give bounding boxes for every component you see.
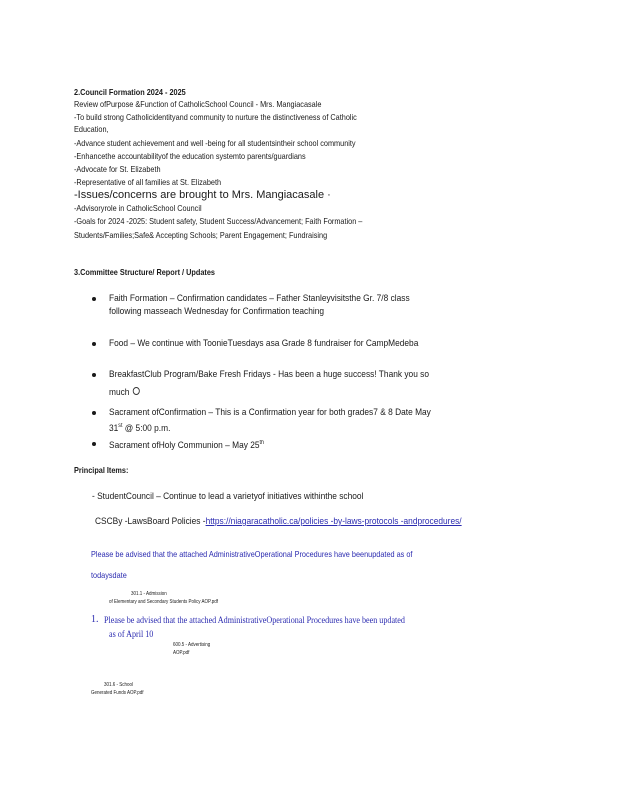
committee-bullet-confirmation-line-2 (109, 420, 170, 435)
principal-advised-1b: todaysdate (91, 570, 127, 580)
communion-date-suffix: th (259, 440, 264, 446)
committee-heading: 3.Committee Structure/ Report / Updates (74, 267, 215, 277)
attachment-301-1-line-2[interactable]: of Elementary and Secondary Students Policy AOP.pdf (109, 599, 218, 605)
council-line-2: -To build strong Catholicidentityand community to nurture the distinctiveness of Catholic (74, 112, 357, 122)
attachment-301-6-line-1[interactable]: 301.6 - School (104, 682, 134, 688)
committee-bullet-communion (109, 437, 264, 452)
council-line-7: -Representative of all families at St. Elizabeth (74, 177, 222, 187)
attachment-301-1-line-1[interactable]: 301.1 - Admission (131, 591, 167, 597)
bullet-dot (92, 373, 96, 377)
confirmation-date-suffix: st (118, 423, 123, 429)
committee-bullet-food: Food – We continue with ToonieTuesdays asa Grade 8 fundraiser for CampMedeba (109, 338, 419, 349)
attachment-600-5-line-1[interactable]: 600.5 - Advertising (173, 642, 211, 648)
committee-bullet-confirmation-line-1: Sacrament ofConfirmation – This is a Confirmation year for both grades7 & 8 Date May (109, 407, 431, 418)
principal-heading: Principal Items: (74, 465, 129, 475)
committee-bullet-faith-line-2: following masseach Wednesday for Confirmation teaching (109, 306, 325, 317)
principal-cscby-prefix: CSCBy -LawsBoard Policies - (95, 516, 206, 527)
council-advisory-line: -Advisoryrole in CatholicSchool Council (74, 203, 202, 213)
council-line-1: Review ofPurpose &Function of CatholicSchool Council - Mrs. Mangiacasale (74, 99, 322, 109)
smiley-icon (133, 387, 140, 395)
principal-student-council: - StudentCouncil – Continue to lead a varietyof initiatives withinthe school (92, 491, 364, 502)
council-goals-line-1: -Goals for 2024 -2025: Student safety, Student Success/Advancement; Faith Formation – (74, 216, 363, 226)
council-line-5: -Enhancethe accountabilityof the education systemto parents/guardians (74, 151, 306, 161)
council-heading: 2.Council Formation 2024 - 2025 (74, 87, 186, 97)
bullet-dot (92, 411, 96, 415)
attachment-301-6-line-2[interactable]: Generated Funds AOP.pdf (91, 690, 144, 696)
bullet-dot (92, 297, 96, 301)
principal-advised-2: Please be advised that the attached AdministrativeOperational Procedures have been updated (104, 615, 405, 625)
principal-advised-1: Please be advised that the attached AdministrativeOperational Procedures have beenupdated as of (91, 549, 413, 559)
council-line-3: Education, (74, 124, 109, 134)
policies-link[interactable]: https://niagaracatholic.ca/policies -by-laws-protocols -andprocedures/ (205, 516, 462, 527)
council-issues-line: -Issues/concerns are brought to Mrs. Mangiacasale · (74, 189, 331, 201)
bullet-dot (92, 342, 96, 346)
council-goals-line-2: Students/Families;Safe& Accepting Schools; Parent Engagement; Fundraising (74, 230, 328, 240)
council-line-4: -Advance student achievement and well -being for all studentsintheir school community (74, 138, 356, 148)
committee-bullet-breakfast-line-2 (109, 387, 140, 399)
confirmation-date-day: 31 (109, 423, 119, 435)
communion-text: Sacrament ofHoly Communion – May 25 (109, 440, 260, 452)
principal-cscby-line (95, 516, 462, 528)
numbered-marker: 1. (91, 614, 99, 625)
principal-advised-2b: as of April 10 (109, 629, 154, 639)
committee-bullet-faith-line-1: Faith Formation – Confirmation candidates – Father Stanleyvisitsthe Gr. 7/8 class (109, 293, 410, 304)
confirmation-time: @ 5:00 p.m. (124, 423, 171, 435)
committee-bullet-breakfast-much: much (109, 387, 130, 398)
bullet-dot (92, 442, 96, 446)
council-line-6: -Advocate for St. Elizabeth (74, 164, 161, 174)
attachment-600-5-line-2[interactable]: AOP.pdf (173, 650, 190, 656)
committee-bullet-breakfast-line-1: BreakfastClub Program/Bake Fresh Fridays - Has been a huge success! Thank you so (109, 369, 430, 380)
